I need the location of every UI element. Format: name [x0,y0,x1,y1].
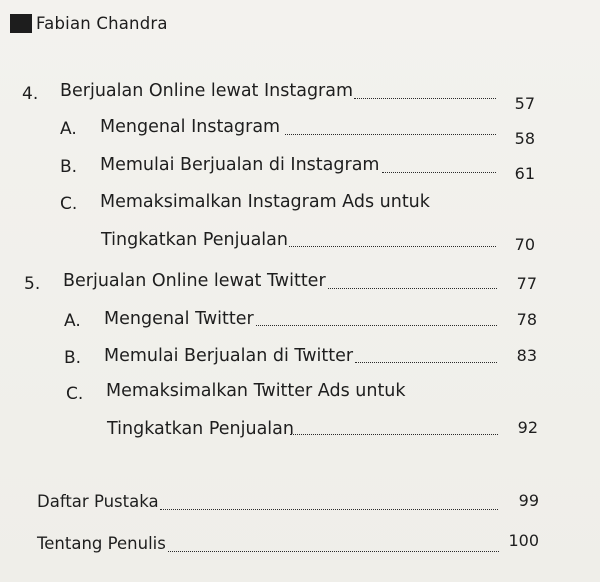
dot-leader [256,325,497,326]
dot-leader [382,172,496,173]
author-name: Fabian Chandra [36,13,168,33]
dot-leader [285,134,496,135]
page-number: 100 [508,531,539,550]
dot-leader [289,246,496,247]
section-title: Mengenal Twitter [104,309,254,329]
dot-leader [290,434,498,435]
section-letter: A. [64,311,81,331]
entry-title: Daftar Pustaka [37,492,159,511]
page-number: 70 [514,235,535,254]
chapter-title: Berjualan Online lewat Instagram [60,81,354,101]
page-number: 77 [516,274,537,293]
section-letter: A. [60,119,77,139]
page-number: 57 [514,94,535,113]
page-number: 78 [516,310,537,329]
section-title-line1: Memaksimalkan Twitter Ads untuk [106,381,406,401]
page-number: 92 [517,418,538,437]
section-letter: B. [64,348,82,368]
dot-leader [328,288,497,289]
running-header [10,12,168,34]
dot-leader [160,509,498,510]
section-letter: B. [60,157,78,177]
header-square-icon [10,14,32,33]
dot-leader [355,362,497,363]
section-title-line2: Tingkatkan Penjualan [107,419,294,439]
page-number: 58 [514,129,535,148]
section-letter: C. [60,194,78,214]
section-title: Memulai Berjualan di Twitter [104,346,354,366]
section-title: Mengenal Instagram [100,117,281,137]
entry-title: Tentang Penulis [37,534,166,553]
chapter-title: Berjualan Online lewat Twitter [63,271,326,291]
page-number: 83 [516,346,537,365]
page-number: 61 [514,164,535,183]
chapter-number: 4. [22,84,39,104]
dot-leader [168,551,499,552]
chapter-number: 5. [24,274,41,294]
dot-leader [354,98,496,99]
section-title-line2: Tingkatkan Penjualan [101,230,288,250]
section-title: Memulai Berjualan di Instagram [100,155,380,175]
page-number: 99 [518,491,539,510]
section-title-line1: Memaksimalkan Instagram Ads untuk [100,192,430,212]
section-letter: C. [66,384,84,404]
